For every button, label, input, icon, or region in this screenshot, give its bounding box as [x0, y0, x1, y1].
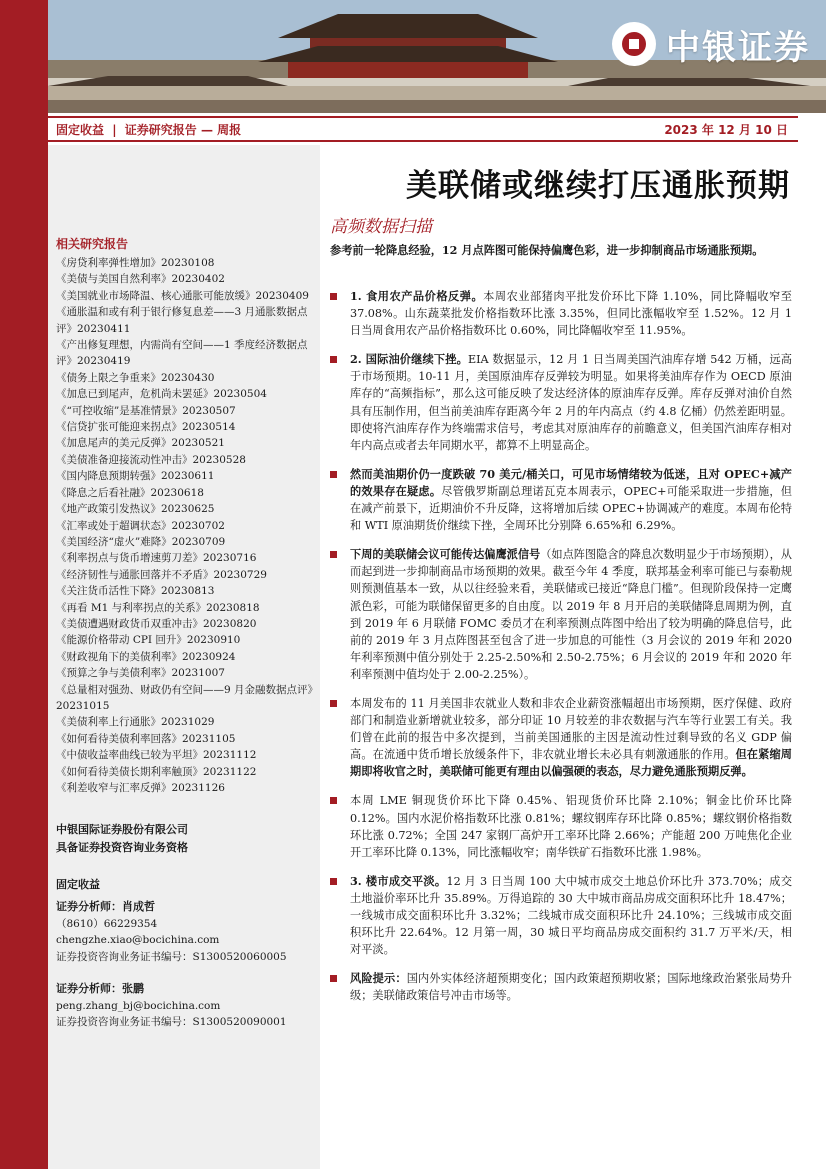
bullet-icon — [330, 471, 337, 478]
key-points — [330, 288, 792, 1016]
company-name: 中银国际证券股份有限公司 — [56, 823, 188, 836]
list-item: 《房贷利率弹性增加》20230108 — [56, 257, 215, 269]
list-item: 《产出修复理想，内需尚有空间——1 季度经济数据点评》20230419 — [56, 339, 308, 368]
point-body: 国内外实体经济超预期变化；国内政策超预期收紧；国际地缘政治紧张局势升级；美联储政策信号冲击市场等。 — [350, 972, 792, 1003]
point-heading: 3. 楼市成交平淡。 — [350, 873, 447, 888]
page-subtitle: 高频数据扫描 — [330, 217, 432, 237]
point-body: 本周发布的 11 月美国非农就业人数和非农企业薪资涨幅超出市场预期，医疗保健、政府部门和制造业新增就业较多，部分印证 10 月较差的非农数据与汽车等行业罢工有关。我们曾在此前的报告中多次提到，当前美国通胀的主因是流动性过剩导致的名义 GDP 偏高。在流通中货币增长放缓条件下，非农就业增长未必具有刺激通胀的作用。 — [350, 696, 792, 762]
list-item: 《美债利率上行通胀》20231029 — [56, 716, 215, 729]
brand-logo — [612, 16, 810, 72]
left-accent-bar — [0, 0, 48, 1169]
point-heading: 然而美油期价仍一度跌破 70 美元/桶关口，可见市场情绪较为低迷，且对 OPEC+减产的效果存在疑虑。 — [350, 466, 792, 498]
bullet-icon — [330, 700, 337, 707]
point-risk — [330, 970, 792, 1004]
list-item: 《“可控收缩”是基准情景》20230507 — [56, 404, 236, 417]
list-item: 《关注货币活性下降》20230813 — [56, 585, 215, 598]
list-item: 《中债收益率曲线已较为平坦》20231112 — [56, 749, 257, 762]
analyst-block-1 — [56, 899, 316, 965]
list-item: 《美债准备迎接流动性冲击》20230528 — [56, 453, 246, 466]
bullet-icon — [330, 551, 337, 558]
list-item: 《财政视角下的美债利率》20230924 — [56, 650, 236, 663]
list-item: 《信贷扩张可能迎来拐点》20230514 — [56, 421, 236, 434]
list-item: 《如何看待美债利率回落》20231105 — [56, 732, 236, 745]
bank-of-china-icon — [612, 22, 656, 66]
list-item: 《经济韧性与通胀回落并不矛盾》20230729 — [56, 568, 267, 581]
analyst-cert: 证券投资咨询业务证书编号：S1300520090001 — [56, 1016, 287, 1028]
sidebar — [48, 145, 320, 1169]
list-item: 《通胀温和或有利于银行修复息差——3 月通胀数据点评》20230411 — [56, 306, 308, 335]
point-body: EIA 数据显示，12 月 1 日当周美国汽油库存增 542 万桶，远高于市场预期。10-11 月，美国原油库存反弹较为明显。如果将美油库存作为 OECD 原油库存的“高频指标”，那么这可能反映了发达经济体的原油库存反弹。库存反弹对油价自然具有压制作用，但当前美油库存距离今年 2 月的年内高点（约 4.8 亿桶）仍然差距明显。即使将汽油库存作为终端需求信号，考虑其对原油库存的前瞻意义，但美国汽油库存相对年内高点或者去年同期水平，都算不上明显高企。 — [350, 353, 792, 452]
point-oil-prices — [330, 351, 792, 454]
list-item: 《降息之后看社融》20230618 — [56, 486, 204, 499]
page-title: 美联储或继续打压通胀预期 — [406, 168, 790, 204]
point-body: 本周农业部猪肉平批发价环比下降 1.10%，同比降幅收窄至 37.08%。山东蔬菜批发价格指数环比涨 3.35%，但同比涨幅收窄至 1.52%。12 月 1 日当周食用农产品价格指数环比 0.60%，同比降幅收窄至 11.95%。 — [350, 290, 792, 338]
report-header-strip — [48, 116, 798, 142]
point-property — [330, 873, 792, 958]
point-heading: 2. 国际油价继续下挫。 — [350, 352, 468, 367]
bullet-icon — [330, 293, 337, 300]
header-banner — [48, 0, 826, 113]
list-item: 《美国就业市场降温、核心通胀可能放缓》20230409 — [56, 289, 309, 302]
list-item: 《如何看待美债长期利率触顶》20231122 — [56, 765, 257, 778]
list-item: 《利率拐点与货币增速剪刀差》20230716 — [56, 552, 257, 565]
list-item: 《国内降息预期转强》20230611 — [56, 470, 215, 483]
list-item: 《再看 M1 与利率拐点的关系》20230818 — [56, 601, 260, 614]
report-category-line — [56, 121, 245, 138]
list-item: 《总量相对强劲、财政仍有空间——9 月金融数据点评》20231015 — [56, 683, 313, 712]
related-reports-heading: 相关研究报告 — [56, 237, 129, 251]
list-item: 《地产政策引发热议》20230625 — [56, 503, 215, 516]
list-item: 《加息已到尾声，危机尚未罢延》20230504 — [56, 388, 267, 401]
point-emphasis: 但在紧缩周期即将收官之时，美联储可能更有理由以偏强硬的表态，尽力避免通胀预期反弹。 — [350, 747, 792, 779]
list-item: 《汇率或处于超调状态》20230702 — [56, 519, 225, 532]
bullet-icon — [330, 797, 337, 804]
bullet-icon — [330, 878, 337, 885]
analyst-name: 证券分析师：张鹏 — [56, 982, 144, 995]
analyst-email[interactable]: peng.zhang_bj@bocichina.com — [56, 999, 221, 1012]
point-opec — [330, 466, 792, 534]
analyst-cert: 证券投资咨询业务证书编号：S1300520060005 — [56, 950, 287, 963]
point-heading: 下周的美联储会议可能传达偏鹰派信号 — [350, 547, 541, 562]
point-heading: 1. 食用农产品价格反弹。 — [350, 289, 484, 303]
company-info — [56, 821, 188, 857]
list-item: 《美债遭遇财政货币双重冲击》20230820 — [56, 617, 257, 630]
point-body: 12 月 3 日当周 100 大中城市成交土地总价环比升 373.70%；成交土地溢价率环比升 35.89%。万得追踪的 30 大中城市商品房成交面积环比升 18.47%；一线城市成交面积环比升 3.32%；二线城市成交面积环比升 24.10%；三线城市成交面积环比升 22.64%。12 月第一周，30 城日平均商品房成交面积约 31.7 万平米/天，相对平淡。 — [350, 874, 793, 957]
point-commodities — [330, 792, 792, 860]
report-type-label: 证券研究报告 — 周报 — [124, 122, 242, 137]
related-reports-list — [56, 255, 314, 796]
analyst-block-2 — [56, 981, 316, 1031]
lead-paragraph: 参考前一轮降息经验，12 月点阵图可能保持偏鹰色彩，进一步抑制商品市场通胀预期。 — [330, 243, 764, 257]
point-food-prices — [330, 288, 792, 339]
list-item: 《美国经济“虚火”难降》20230709 — [56, 535, 226, 548]
category-label: 固定收益 — [56, 122, 105, 137]
analyst-email[interactable]: chengzhe.xiao@bocichina.com — [56, 934, 220, 946]
point-fed-meeting — [330, 546, 792, 683]
list-item: 《预算之争与美债利率》20231007 — [56, 667, 225, 680]
list-item: 《加息尾声的美元反弹》20230521 — [56, 437, 225, 450]
analyst-name: 证券分析师：肖成哲 — [56, 900, 155, 913]
list-item: 《利差收窄与汇率反弹》20231126 — [56, 782, 225, 794]
list-item: 《能源价格带动 CPI 回升》20230910 — [56, 634, 241, 647]
point-nonfarm — [330, 695, 792, 780]
analyst-phone: （8610）66229354 — [56, 917, 158, 930]
list-item: 《债务上限之争重来》20230430 — [56, 371, 215, 384]
point-body: （如点阵图隐含的降息次数明显少于市场预期），从而起到进一步抑制商品市场预期的效果。截至今年 4 季度，联邦基金利率可能已与泰勒规则预测值基本一致，从以往经验来看，美联储或已接近“降息门槛”。但现阶段保持一定鹰派色彩，可能为联储保留更多的自由度。以 2019 年 8 月开启的美联储降息周期为例，直到 2019 年 6 月联储 FOMC 委员才在利率预测点阵图中给出了较为明确的降息信号，此前的 2019 年 3 月点阵图甚至包含了进一步加息的可能性（3 月会议的 2019 年和 2020 年利率预测中值分别处于 2.25-2.50%和 2.50-2.75%；6 月会议的 2019 年和 2020 年利率预测中值均处于 2.00-2.25%）。 — [350, 548, 792, 681]
report-date: 2023 年 12 月 10 日 — [664, 122, 788, 137]
point-heading: 风险提示： — [350, 971, 407, 986]
point-body: 尽管俄罗斯副总理诺瓦克本周表示，OPEC+可能采取进一步措施，但在减产前景下，近期油价不升反降，这将增加后续 OPEC+协调减产的难度。本周布伦特和 WTI 原油期货价继续下挫，全周环比分别降 6.65%和 6.29%。 — [350, 484, 792, 533]
list-item: 《美债与美国自然利率》20230402 — [56, 273, 225, 286]
company-qualification: 具备证券投资咨询业务资格 — [56, 841, 188, 854]
separator: | — [112, 122, 117, 137]
sidebar-section-label: 固定收益 — [56, 878, 100, 891]
point-body: 本周 LME 铜现货价环比下降 0.45%、铝现货价环比降 2.10%；铜金比价环比降 0.12%。国内水泥价格指数环比涨 0.81%；螺纹钢库存环比降 0.85%；螺纹钢价格指数环比涨 0.72%；全国 247 家钢厂高炉开工率环比降 2.66%；产能超 200 万吨焦化企业开工率环比降 0.13%，同比涨幅收窄；南华铁矿石指数环比涨 1.98%。 — [350, 794, 792, 859]
bullet-icon — [330, 356, 337, 363]
brand-name: 中银证券 — [666, 27, 810, 68]
bullet-icon — [330, 975, 337, 982]
